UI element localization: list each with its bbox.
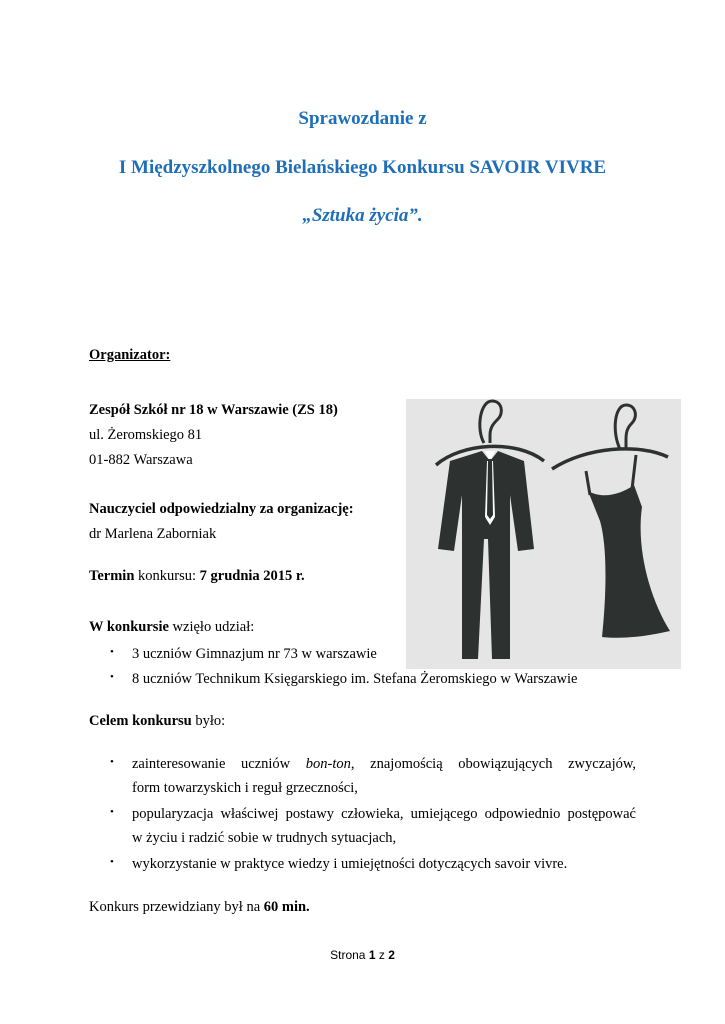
contest-motto: „Sztuka życia”. (302, 205, 423, 226)
goals-heading (89, 712, 225, 730)
duration-line (89, 898, 310, 916)
organizer-city: 01-882 Warszawa (89, 452, 193, 468)
term-date: 7 grudnia 2015 r. (199, 568, 305, 584)
participant-item: 3 uczniów Gimnazjum nr 73 w warszawie (132, 646, 377, 662)
report-title: Sprawozdanie z (298, 108, 427, 129)
page-number: 1 (368, 948, 376, 962)
goal-term: bon-ton (305, 756, 351, 772)
term-text: konkursu: (134, 568, 200, 584)
contest-name: I Międzyszkolnego Bielańskiego Konkursu SAVOIR VIVRE (118, 157, 607, 178)
participants-label: W konkursie (89, 619, 169, 635)
duration-value: 60 min. (263, 899, 310, 915)
participant-item: 8 uczniów Technikum Księgarskiego im. Stefana Żeromskiego w Warszawie (132, 671, 578, 687)
goal-item-3: wykorzystanie w praktyce wiedzy i umiejętności dotyczących savoir vivre. (132, 856, 568, 872)
hanger-icon (552, 405, 668, 469)
participants-text: wzięło udział: (168, 619, 255, 635)
bullet-icon: • (110, 756, 114, 768)
dress-icon (586, 455, 670, 638)
clothes-svg (406, 399, 681, 669)
goal-item-2-line2: w życiu i radzić sobie w trudnych sytuacjach, (132, 830, 397, 846)
footer-middle: z (375, 948, 389, 962)
teacher-name: dr Marlena Zaborniak (89, 526, 217, 542)
organizer-label: Organizator: (89, 347, 171, 363)
bullet-icon: • (110, 671, 114, 683)
organizer-street: ul. Żeromskiego 81 (89, 427, 203, 443)
goal-item-2-line1: popularyzacja właściwej postawy człowieka, umiejącego odpowiednio postępować (132, 806, 636, 822)
duration-text: Konkurs przewidziany był na (89, 899, 264, 915)
goal-item-1-line2: form towarzyskich i reguł grzeczności, (132, 780, 358, 796)
page-total: 2 (388, 948, 395, 962)
goal-item-1-line1 (132, 755, 636, 773)
term-line (89, 567, 305, 585)
footer-prefix: Strona (330, 948, 369, 962)
participants-heading (89, 618, 254, 636)
teacher-label: Nauczyciel odpowiedzialny za organizację: (89, 501, 354, 517)
bullet-icon: • (110, 646, 114, 658)
bullet-icon: • (110, 856, 114, 868)
goals-text: było: (191, 713, 226, 729)
bullet-icon: • (110, 806, 114, 818)
goal-text: , znajomością obowiązujących zwyczajów, (350, 756, 637, 772)
term-label: Termin (89, 568, 135, 584)
page-footer (0, 948, 725, 962)
suit-icon (438, 451, 534, 659)
goals-label: Celem konkursu (89, 713, 192, 729)
organizer-school: Zespół Szkół nr 18 w Warszawie (ZS 18) (89, 402, 338, 418)
goal-text: zainteresowanie uczniów (132, 756, 306, 772)
clothes-illustration (406, 399, 681, 669)
